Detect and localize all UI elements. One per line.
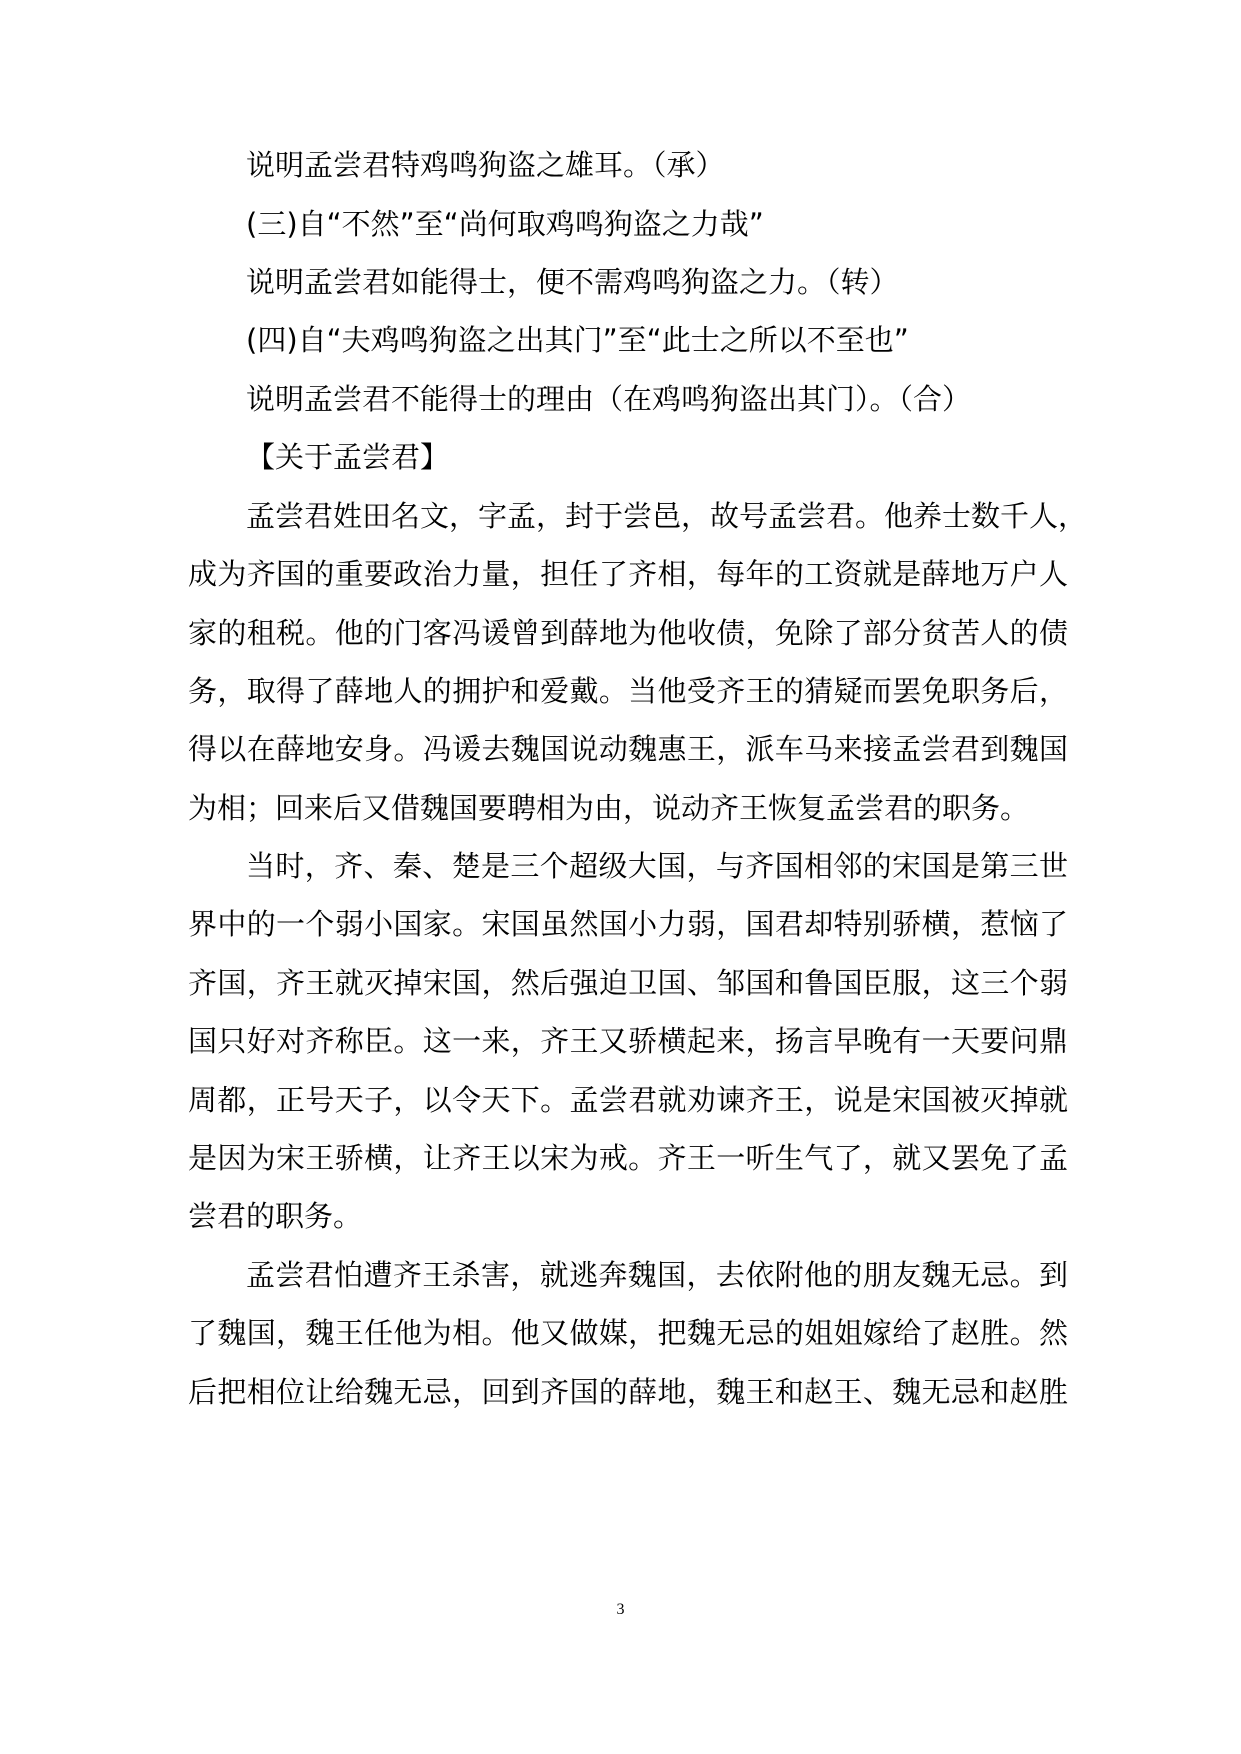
paragraph-line: 后把相位让给魏无忌，回到齐国的薛地，魏王和赵王、魏无忌和赵胜 xyxy=(188,1375,1068,1409)
page-number: 3 xyxy=(616,1601,625,1618)
text-line: 说明孟尝君特鸡鸣狗盗之雄耳。（承） xyxy=(246,148,725,182)
paragraph-line: 务，取得了薛地人的拥护和爱戴。当他受齐王的猜疑而罢免职务后， xyxy=(188,674,1068,708)
paragraph-line: 国只好对齐称臣。这一来，齐王又骄横起来，扬言早晚有一天要问鼎 xyxy=(188,1024,1068,1058)
paragraph-line: 界中的一个弱小国家。宋国虽然国小力弱，国君却特别骄横，惹恼了 xyxy=(188,907,1068,941)
paragraph-line: 孟尝君怕遭齐王杀害，就逃奔魏国，去依附他的朋友魏无忌。到 xyxy=(246,1258,1068,1292)
paragraph-line: 为相；回来后又借魏国要聘相为由，说动齐王恢复孟尝君的职务。 xyxy=(188,791,1030,825)
text-line: 说明孟尝君不能得士的理由（在鸡鸣狗盗出其门）。（合） xyxy=(246,382,972,416)
paragraph-line: 孟尝君姓田名文，字孟，封于尝邑，故号孟尝君。他养士数千人， xyxy=(246,499,1088,533)
text-line: 说明孟尝君如能得士，便不需鸡鸣狗盗之力。（转） xyxy=(246,265,899,299)
paragraph-line: 家的租税。他的门客冯谖曾到薛地为他收债，免除了部分贫苦人的债 xyxy=(188,616,1068,650)
paragraph-line: 尝君的职务。 xyxy=(188,1199,363,1233)
section-heading: (四)自“夫鸡鸣狗盗之出其门”至“此士之所以不至也” xyxy=(246,323,909,357)
paragraph-line: 得以在薛地安身。冯谖去魏国说动魏惠王，派车马来接孟尝君到魏国 xyxy=(188,732,1068,766)
section-heading: (三)自“不然”至“尚何取鸡鸣狗盗之力哉” xyxy=(246,207,764,241)
paragraph-line: 齐国，齐王就灭掉宋国，然后强迫卫国、邹国和鲁国臣服，这三个弱 xyxy=(188,966,1068,1000)
section-title: 【关于孟尝君】 xyxy=(246,440,450,474)
paragraph-line: 是因为宋王骄横，让齐王以宋为戒。齐王一听生气了，就又罢免了孟 xyxy=(188,1141,1068,1175)
paragraph-line: 周都，正号天子，以令天下。孟尝君就劝谏齐王，说是宋国被灭掉就 xyxy=(188,1083,1068,1117)
paragraph-line: 了魏国，魏王任他为相。他又做媒，把魏无忌的姐姐嫁给了赵胜。然 xyxy=(188,1316,1068,1350)
paragraph-line: 当时，齐、秦、楚是三个超级大国，与齐国相邻的宋国是第三世 xyxy=(246,849,1068,883)
paragraph-line: 成为齐国的重要政治力量，担任了齐相，每年的工资就是薛地万户人 xyxy=(188,557,1068,591)
